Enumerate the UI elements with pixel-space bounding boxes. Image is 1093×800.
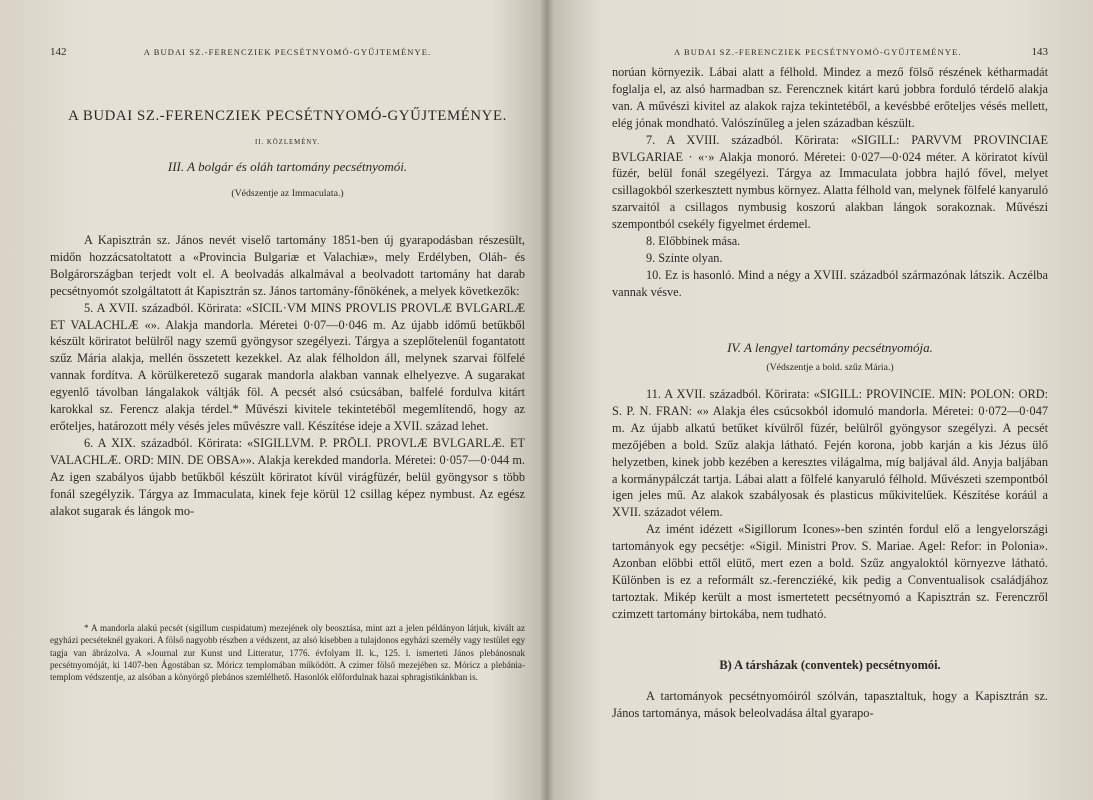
paragraph: 5. A XVII. századból. Körirata: «SICIL·VM MINS PROVLIS PROVLÆ BVLGARLÆ ET VALACHLÆ «». Alakja mandorla. Méretei 0·07—0·046 m. Az újabb időmű betűkből készült köriratot belülről nagy szemű gyöngysor szegélyezi. Tárgya a szeplőtelenül fogantatott szűz Mária alakja, mellén összetett kezekkel. Az alak félholdon áll, melynek szarvai fölfelé vannak fordítva. A körülkeretező sugarak mandorla alakban vannak elhelyezve. A sugarakat egyenlő távolban lángalakok váltják föl. A pecsét alsó csúcsában, balfelé fordulva kitárt karokkal sz. Ferencz alakja térdel.* Művészi kivitele tekintetéből megemlítendő, hogy az erőteljes, határozott mély vésés jeles művészre vall. Készítése ideje a XVII. század lehet.: [50, 300, 525, 433]
paragraph: Az imént idézett «Sigillorum Icones»-ben szintén fordul elő a lengyelországi tartományok egy pecsétje: «Sigil. Ministri Prov. S. Mariae. Agel: Refor: in Polonia». Azonban előbbi ettől elütő, mert ezen a bold. Szűz angyaloktól környezve látható. Különben is ez a reformált sz.-ferencziéké, kik pedig a Conventualisok családjához tartoztak. Mikép került a most ismertetett pecsétnyomó a Kapisztrán sz. Ferenczről czimzett tartomány birtokába, nem tudható.: [612, 522, 1048, 621]
paragraph: A Kapisztrán sz. János nevét viselő tartomány 1851-ben új gyarapodásban részesült, midőn hozzácsatoltatott a «Provincia Bulgariæ et Valachiæ», mely Erdélyben, Oláh- és Bolgárországban terjedt volt el. A beolvadás alkalmával a beolvadott tartomány hat darab pecsétnyomót szolgáltatott át Kapisztrán sz. János tartomány-főnökének, a melyek következők:: [50, 233, 525, 298]
right-running-head: A BUDAI SZ.-FERENCZIEK PECSÉTNYOMÓ-GYŰJTEMÉNYE.: [674, 47, 962, 57]
paragraph: norúan környezik. Lábai alatt a félhold. Mindez a mező fölső részének kétharmadát foglalja el, az alsó harmadban sz. Ferencznek kitárt karú jobbra forduló térdelő alakja van. A művészi kivitel az alakok rajza tekintetéből, a kevésbbé erőteljes vésés mellett, elég jónak mondható. Valószínűleg a jelen században készült.: [612, 65, 1048, 130]
left-page-number: 142: [50, 46, 67, 58]
paragraph: 11. A XVII. századból. Körirata: «SIGILL: PROVINCIE. MIN: POLON: ORD: S. P. N. FRAN: «» Alakja éles csúcsokból idomuló mandorla. Méretei: 0·072—0·047 m. Az újabb alkatú betűket kívülről füzér, belülről gyöngysor szegélyzi. A pecsét mezőjében a bold. Szűz alakja látható. Fején korona, jobb karján a kis Jézus ülő helyzetben, kinek jobb kezében a keresztes világalma, míg baljával áld. Anyja baljában a kormánypálczát tartja. Lábai alatt a fölfelé kanyaruló félhold. Művészeti szempontból igen jeles mű. Az alakok szabályosak és plasticus műkivitelűek. Készítése koráúl a XVII. századot vélem.: [612, 387, 1048, 520]
right-body-text-bottom: [612, 688, 1048, 722]
dedication-iv: (Védszentje a bold. szűz Mária.): [766, 362, 894, 373]
paragraph: A tartományok pecsétnyomóiról szólván, tapasztaltuk, hogy a Kapisztrán sz. János tartománya, mások beleolvadása által gyarapo-: [612, 689, 1048, 720]
article-subtitle: II. KÖZLEMÉNY.: [254, 139, 321, 146]
conventek-heading: B) A társházak (conventek) pecsétnyomói.: [719, 658, 941, 672]
left-running-head: A BUDAI SZ.-FERENCZIEK PECSÉTNYOMÓ-GYŰJTEMÉNYE.: [143, 47, 432, 57]
left-title-block: [50, 108, 525, 199]
book-gutter: [540, 0, 554, 800]
footnote: [50, 622, 525, 683]
right-body-text-top: [612, 64, 1048, 301]
paragraph: 6. A XIX. századból. Körirata: «SIGILLVM. P. PRŌLI. PROVLÆ BVLGARLÆ. ET VALACHLÆ. ORD: MIN. DE OBSA»». Alakja kerekded mandorla. Méretei: 0·057—0·044 m. Az igen szabályos újabb betűkből készült köriratot kívül virágfüzér, belül gyöngysor s több fonál szegélyzik. Tárgya az Immaculata, kinek feje körül 12 csillag képez nymbust. Az egész alakot sugarak és lángok mo-: [50, 435, 525, 518]
dedication-iii: (Védszentje az Immaculata.): [231, 188, 344, 199]
left-body-text: [50, 232, 525, 519]
left-page: [50, 0, 525, 800]
right-body-text-mid: [612, 386, 1048, 623]
paragraph: 7. A XVIII. századból. Körirata: «SIGILL: PARVVM PROVINCIAE BVLGARIAE · «·» Alakja monoró. Méretei: 0·027—0·024 méter. A köriratot kívül füzér, belül fonál szegélyezi. Tárgya az Immaculata jobbra hajló fővel, melyet csillagokból szerkesztett nymbus környez. Alatta félhold van, melynek fölfelé kanyaruló szarvaitól a csillagos nymbusig koszorú alakban lángok sorakoznak. Művészi szempontból csekély figyelmet érdemel.: [612, 132, 1048, 232]
paragraph: 8. Előbbinek mása.: [646, 234, 741, 249]
right-page-number: 143: [1031, 46, 1048, 58]
section-iv-heading: [612, 340, 1048, 373]
section-title-iii: III. A bolgár és oláh tartomány pecsétnyomói.: [167, 159, 408, 174]
article-title: A BUDAI SZ.-FERENCZIEK PECSÉTNYOMÓ-GYŰJTEMÉNYE.: [68, 108, 507, 124]
section-b-heading: [612, 658, 1048, 673]
footnote-text: * A mandorla alakú pecsét (sigillum cuspidatum) mezejének oly beosztása, mint azt a jelen példányon látjuk, kivált az egyházi pecséteknél gyakori. A fölső nagyobb részben a védszent, az alsó kisebben a tulajdonos egyházi személy vagy testület egy tagja van ábrázolva. A »Journal zur Kunst und Litteratur, 1776. évfolyam II. k., 125. l. ismerteti János plebánosnak pecsétnyomóját, ki 1407-ben Ágostában sz. Móricz templomában működött. A czimer fölső mezejében sz. Móricz a plebánia-templom védszentje, az alsóban a könyörgő plebános szemlélhető. Hasonlók előfordulnak hazai sphragistikánkban is.: [50, 623, 525, 683]
section-title-iv: IV. A lengyel tartomány pecsétnyomója.: [727, 340, 933, 355]
paragraph: 9. Szinte olyan.: [646, 250, 723, 265]
right-page: [612, 0, 1048, 800]
paragraph: 10. Ez is hasonló. Mind a négy a XVIII. századból származónak látszik. Aczélba vannak vésve.: [612, 267, 1048, 299]
